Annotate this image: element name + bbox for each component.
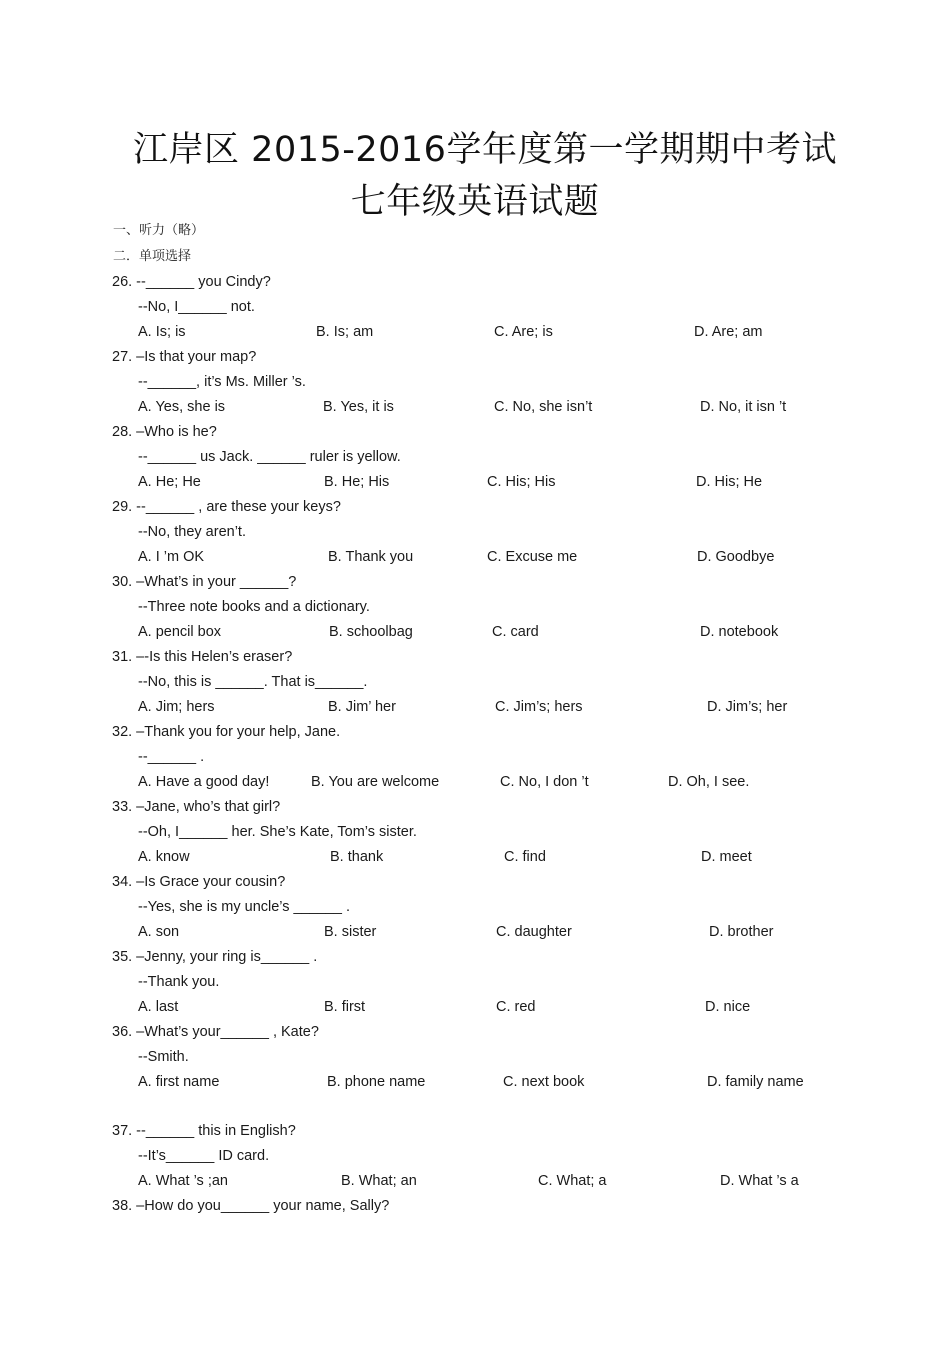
answer-options xyxy=(0,545,950,570)
question-item xyxy=(0,795,950,870)
answer-option-a: A. first name xyxy=(138,1074,220,1090)
question-stem: 33. –Jane, who’s that girl? xyxy=(112,799,281,815)
question-item xyxy=(0,345,950,420)
answer-option-c: C. Excuse me xyxy=(487,549,578,565)
answer-option-b: B. phone name xyxy=(327,1074,426,1090)
answer-option-a: A. Jim; hers xyxy=(138,699,215,715)
answer-options xyxy=(0,470,950,495)
answer-option-d: D. Oh, I see. xyxy=(668,774,750,790)
answer-option-a: A. What ’s ;an xyxy=(138,1173,228,1189)
answer-option-b: B. schoolbag xyxy=(329,624,413,640)
question-item xyxy=(0,870,950,945)
question-stem: 28. –Who is he? xyxy=(112,424,217,440)
answer-option-d: D. Goodbye xyxy=(697,549,775,565)
answer-option-b: B. sister xyxy=(324,924,377,940)
question-response: --Yes, she is my uncle’s ______ . xyxy=(138,899,350,915)
question-item xyxy=(0,420,950,495)
question-list xyxy=(0,270,950,1219)
answer-option-c: C. next book xyxy=(503,1074,585,1090)
answer-option-d: D. Are; am xyxy=(694,324,763,340)
question-response: --Smith. xyxy=(138,1049,189,1065)
answer-option-a: A. pencil box xyxy=(138,624,222,640)
question-item xyxy=(0,945,950,1020)
answer-options xyxy=(0,1169,950,1194)
question-stem: 35. –Jenny, your ring is______ . xyxy=(112,949,318,965)
answer-options xyxy=(0,695,950,720)
answer-option-d: D. nice xyxy=(705,999,751,1015)
answer-option-b: B. What; an xyxy=(341,1173,417,1189)
answer-option-c: C. red xyxy=(496,999,536,1015)
answer-option-d: D. Jim’s; her xyxy=(707,699,788,715)
question-stem: 30. –What’s in your ______? xyxy=(112,574,297,590)
exam-subtitle: 七年级英语试题 xyxy=(350,182,600,222)
answer-options xyxy=(0,770,950,795)
answer-option-b: B. You are welcome xyxy=(311,774,440,790)
answer-option-b: B. Yes, it is xyxy=(323,399,394,415)
answer-option-c: C. Jim’s; hers xyxy=(495,699,583,715)
spacer xyxy=(0,1095,950,1119)
answer-option-c: C. card xyxy=(492,624,539,640)
answer-option-c: C. His; His xyxy=(487,474,556,490)
question-stem: 36. –What’s your______ , Kate? xyxy=(112,1024,319,1040)
answer-option-d: D. What ’s a xyxy=(720,1173,799,1189)
question-item xyxy=(0,570,950,645)
answer-option-b: B. Thank you xyxy=(328,549,414,565)
answer-option-c: C. daughter xyxy=(496,924,572,940)
answer-option-a: A. He; He xyxy=(138,474,201,490)
answer-options xyxy=(0,1070,950,1095)
question-item xyxy=(0,1119,950,1194)
question-response: --No, I______ not. xyxy=(138,299,255,315)
answer-option-b: B. He; His xyxy=(324,474,390,490)
answer-option-c: C. Are; is xyxy=(494,324,553,340)
answer-option-d: D. family name xyxy=(707,1074,804,1090)
question-item xyxy=(0,495,950,570)
answer-option-a: A. know xyxy=(138,849,190,865)
question-stem: 32. –Thank you for your help, Jane. xyxy=(112,724,341,740)
answer-option-a: A. son xyxy=(138,924,180,940)
answer-options xyxy=(0,845,950,870)
answer-option-c: C. No, she isn’t xyxy=(494,399,593,415)
answer-option-a: A. Have a good day! xyxy=(138,774,270,790)
question-stem: 31. –-Is this Helen’s eraser? xyxy=(112,649,293,665)
answer-option-c: C. find xyxy=(504,849,546,865)
answer-option-b: B. thank xyxy=(330,849,384,865)
question-item xyxy=(0,720,950,795)
question-item xyxy=(0,1194,950,1219)
question-stem: 37. --______ this in English? xyxy=(112,1123,296,1139)
question-stem: 27. –Is that your map? xyxy=(112,349,257,365)
question-response: --No, this is ______. That is______. xyxy=(138,674,368,690)
question-response: --It’s______ ID card. xyxy=(138,1148,270,1164)
answer-option-a: A. Yes, she is xyxy=(138,399,226,415)
question-response: --Thank you. xyxy=(138,974,220,990)
answer-option-a: A. I ’m OK xyxy=(138,549,205,565)
question-response: --No, they aren’t. xyxy=(138,524,246,540)
answer-option-d: D. notebook xyxy=(700,624,779,640)
answer-option-a: A. last xyxy=(138,999,179,1015)
answer-option-c: C. No, I don ’t xyxy=(500,774,589,790)
question-response: --______ . xyxy=(138,749,205,765)
question-response: --______, it’s Ms. Miller ’s. xyxy=(138,374,306,390)
answer-options xyxy=(0,320,950,345)
section-single-choice: 二．单项选择 xyxy=(113,249,192,264)
answer-options xyxy=(0,995,950,1020)
answer-options xyxy=(0,920,950,945)
question-stem: 38. –How do you______ your name, Sally? xyxy=(112,1198,390,1214)
question-item xyxy=(0,270,950,345)
answer-option-b: B. first xyxy=(324,999,366,1015)
question-stem: 34. –Is Grace your cousin? xyxy=(112,874,286,890)
answer-option-b: B. Jim’ her xyxy=(328,699,396,715)
section-listening: 一、听力（略） xyxy=(113,223,205,238)
answer-option-d: D. No, it isn ’t xyxy=(700,399,787,415)
question-item xyxy=(0,645,950,720)
answer-option-d: D. His; He xyxy=(696,474,763,490)
question-stem: 26. --______ you Cindy? xyxy=(112,274,271,290)
answer-option-a: A. Is; is xyxy=(138,324,186,340)
answer-option-d: D. meet xyxy=(701,849,752,865)
question-item xyxy=(0,1020,950,1095)
question-response: --______ us Jack. ______ ruler is yellow. xyxy=(138,449,401,465)
exam-title: 江岸区 2015-2016学年度第一学期期中考试 xyxy=(133,130,837,170)
answer-options xyxy=(0,395,950,420)
question-response: --Three note books and a dictionary. xyxy=(138,599,370,615)
answer-options xyxy=(0,620,950,645)
question-stem: 29. --______ , are these your keys? xyxy=(112,499,341,515)
answer-option-c: C. What; a xyxy=(538,1173,607,1189)
answer-option-b: B. Is; am xyxy=(316,324,374,340)
question-response: --Oh, I______ her. She’s Kate, Tom’s sister. xyxy=(138,824,417,840)
answer-option-d: D. brother xyxy=(709,924,774,940)
